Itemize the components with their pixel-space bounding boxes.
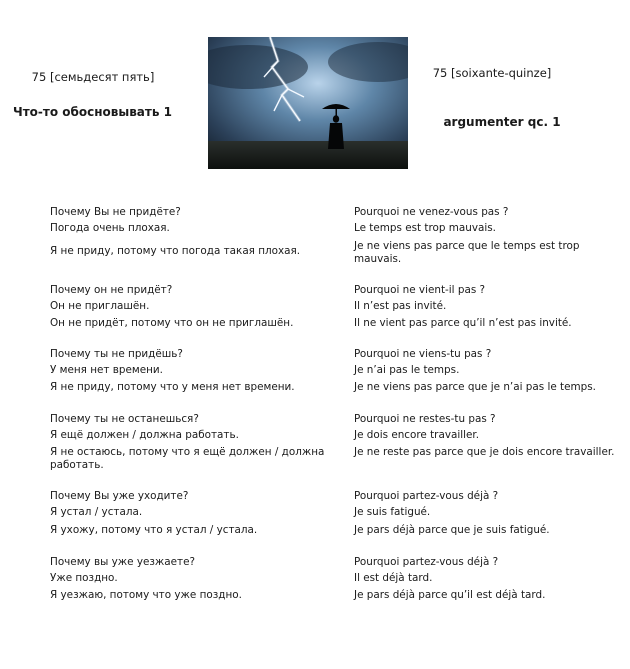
ru-sentence: Он не приглашён. xyxy=(50,300,150,312)
fr-sentence: Je pars déjà parce qu’il est déjà tard. xyxy=(354,589,546,601)
fr-sentence: Pourquoi ne venez-vous pas ? xyxy=(354,206,509,218)
ru-sentence: Почему он не придёт? xyxy=(50,284,173,296)
fr-sentence: Il n’est pas invité. xyxy=(354,300,447,312)
ru-sentence: Почему Вы не придёте? xyxy=(50,206,181,218)
ru-sentence: Уже поздно. xyxy=(50,572,118,584)
ru-sentence: Почему ты не придёшь? xyxy=(50,348,183,360)
fr-sentence: Il ne vient pas parce qu’il n’est pas invité. xyxy=(354,317,572,329)
ru-sentence: Он не придёт, потому что он не приглашён. xyxy=(50,317,294,329)
ru-sentence: Я не приду, потому что погода такая плохая. xyxy=(50,245,301,257)
lesson-title-ru: Что-то обосновывать 1 xyxy=(13,105,172,119)
ru-sentence: Почему Вы уже уходите? xyxy=(50,490,189,502)
lesson-title-fr: argumenter qc. 1 xyxy=(443,115,561,129)
fr-sentence: Je pars déjà parce que je suis fatigué. xyxy=(354,524,550,536)
fr-sentence: Pourquoi ne vient-il pas ? xyxy=(354,284,486,296)
lesson-number-ru: 75 [семьдесят пять] xyxy=(31,70,155,84)
fr-sentence: Pourquoi partez-vous déjà ? xyxy=(354,490,499,502)
ru-sentence: Я не остаюсь, потому что я ещё должен / должна работать. xyxy=(50,446,325,471)
fr-sentence: Il est déjà tard. xyxy=(354,572,433,584)
lesson-number-fr: 75 [soixante-quinze] xyxy=(432,66,552,80)
ru-sentence: Почему ты не останешься? xyxy=(50,413,199,425)
ru-sentence: Погода очень плохая. xyxy=(50,222,170,234)
ru-sentence: Я уезжаю, потому что уже поздно. xyxy=(50,589,242,601)
fr-sentence: Pourquoi ne restes-tu pas ? xyxy=(354,413,496,425)
fr-sentence: Je n’ai pas le temps. xyxy=(354,364,460,376)
fr-sentence: Le temps est trop mauvais. xyxy=(354,222,496,234)
fr-sentence: Je ne viens pas parce que je n’ai pas le temps. xyxy=(354,381,596,393)
ru-sentence: Я ухожу, потому что я устал / устала. xyxy=(50,524,258,536)
fr-sentence: Je ne viens pas parce que le temps est trop mauvais. xyxy=(354,240,580,265)
ru-sentence: У меня нет времени. xyxy=(50,364,163,376)
ru-sentence: Я устал / устала. xyxy=(50,506,143,518)
ru-sentence: Почему вы уже уезжаете? xyxy=(50,556,195,568)
fr-sentence: Je ne reste pas parce que je dois encore travailler. xyxy=(354,446,615,458)
fr-sentence: Je suis fatigué. xyxy=(354,506,431,518)
ru-sentence: Я не приду, потому что у меня нет времени. xyxy=(50,381,295,393)
storm-umbrella-image xyxy=(208,37,408,169)
fr-sentence: Pourquoi partez-vous déjà ? xyxy=(354,556,499,568)
ru-sentence: Я ещё должен / должна работать. xyxy=(50,429,239,441)
fr-sentence: Je dois encore travailler. xyxy=(354,429,480,441)
fr-sentence: Pourquoi ne viens-tu pas ? xyxy=(354,348,492,360)
